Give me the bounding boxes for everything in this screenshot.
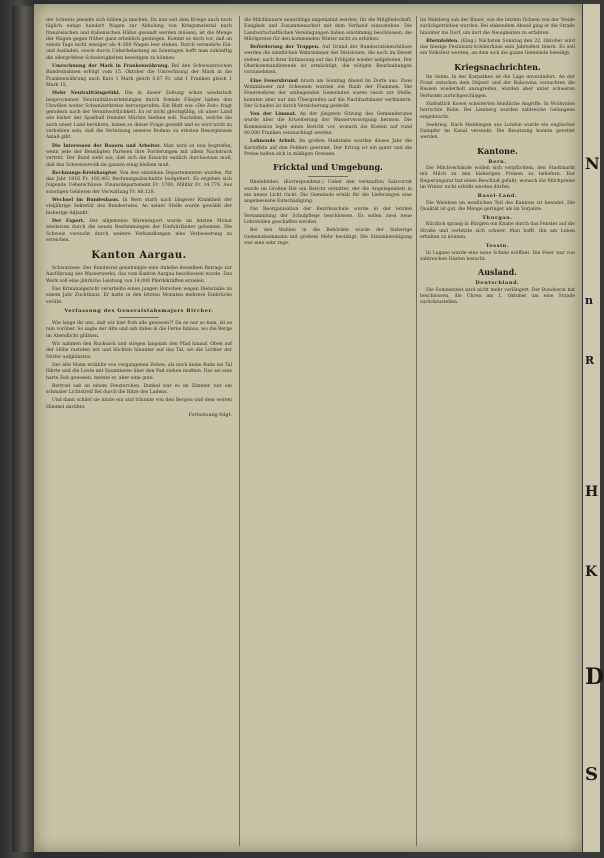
continuation-note: Fortsetzung folgt.: [188, 413, 232, 419]
column-left: [46, 18, 232, 846]
article: [244, 79, 412, 110]
article-text: In Lugano wurde eine neue Schule eröffnet. Die Feier war von zahlreichen Gästen besucht.: [420, 250, 575, 262]
section-heading-kantone: Kantone.: [477, 145, 518, 156]
section-heading-aargau: Kanton Aargau.: [91, 250, 187, 262]
article-text: Die Reorganisation der Bezirksschule wurde in der letzten Versammlung der Schulpflege beschlossen. Es sollen zwei neue Lehrstellen geschaffen werden.: [244, 207, 412, 226]
book-binding: [12, 6, 34, 852]
column-middle: [244, 18, 412, 846]
article-title: Wechsel im Bundeshaus.: [52, 198, 120, 204]
article-title: Rheinfelden.: [426, 38, 459, 44]
facing-page-letter: S: [585, 764, 598, 785]
article: [244, 45, 412, 76]
article: [420, 39, 575, 58]
article-text: Seekrieg. Nach Meldungen aus London wurde ein englischer Dampfer im Kanal versenkt. Die Besatzung konnte gerettet werden.: [420, 122, 575, 141]
article-text: Im Welsberg sah der Bauer, wie die letzten Ochsen von der Weide zurückgetrieben wurden. Bei sinkendem Abend ging er die Straße hinunter ins Dorf, um dort die Neuigkeiten zu erfahren.: [420, 18, 576, 36]
article: [244, 112, 412, 137]
article-text: Man wird es nun begreifen, wenn jede der Beteiligten Parteien ihre Forderungen mit allem Nachdruck vertritt. Der Bund sieht ein, daß sich die Einsicht endlich durchsetzen muß, daß das Schweizervolk im ganzen einig bleiben muß.: [46, 143, 232, 168]
article: [46, 171, 232, 196]
article-title: Rechnungs-Kreishaupter.: [52, 170, 118, 176]
article-text: der Schweiz jenseits sich hüben ja machen. Da nun seit dem Kriege auch noch täglich einige hundert Wagen zur Abholung von Kriegsmaterial nach französischen und italienischen Häfen gesandt werden müssen, ist die Menge der Wagen gegen früher ganz erheblich gestiegen. Kommt es doch vor, daß an einem Tage nicht weniger als 4–500 Wagen leer stehen. Durch vermehrte Ein- und Ausladen, sowie durch Ueberbelastung an Sonntagen hofft man zukünftig die allergrößten Schwierigkeiten beseitigen zu können.: [46, 18, 232, 61]
column-right: [420, 18, 575, 846]
article-text: brach am Sonntag Abend im Dorfe aus. Zwei Wohnhäuser mit Scheunen wurden ein Raub der Flammen. Die Feuerwehren der umliegenden Gemeinden waren rasch zur Stelle, konnten aber nur das Übergreifen auf die Nachbarhäuser verhindern. Der Schaden ist durch Versicherung gedeckt.: [244, 78, 412, 109]
article-title: Umrechnung der Mark in Frankenwährung.: [52, 64, 170, 70]
facing-page-letter: H: [585, 484, 599, 500]
article-title: Die Interessen der Bauern und Arbeiter.: [52, 143, 161, 149]
article: [244, 139, 412, 158]
subsection-title: Deutschland.: [475, 280, 520, 287]
article-text: Die in dieser Zeitung schon wiederholt besprochenen Neutralitätsverletzungen durch fremde Flieger haben den Unwillen weiter Schweizerkreise hervorgerufen. Ein Blatt wie »Die Zeit« fragt geradezu nach der Verantwortlichkeit. Es ist nicht gleichgültig, ob unser Land wie bisher der Spielball fremder Mächte bleiben soll. Nachdem, welche die auch unser Land berühren, haben zu dieser Frage gestellt und es wird nicht zu verhehlen sein, daß die Verletzung unseres Bodens zu ernsten Besorgnissen Anlaß gibt.: [46, 91, 233, 141]
story-text: Der alte Mann erzählte von vergangenen Zeiten, als noch keine Bahn ins Tal führte und die Leute mit Saumtieren über den Paß ziehen mußten. Das sei eine harte Zeit gewesen, meinte er, aber eine gute.: [46, 362, 232, 381]
article-text: In Bern starb nach längerer Krankheit der vieljährige Sekretär des Bundesrates. An seiner Stelle wurde gewählt der bisherige Adjunkt.: [46, 198, 232, 216]
article-title: Verfassung des Generalstabsmajors Bircher.: [64, 307, 214, 314]
article-text: Von den einzelnen Departementen wurden, für das Jahr 1916 Fr. 102,402 Rechnungsabschnitte budgetiert. Es ergeben sich folgende Ueberschüsse: Finanzdepartement Fr. 1700, Militär Fr. 14,779. Aus sonstigen Gebieten der Verwaltung Fr. 86,128.: [46, 170, 232, 195]
column-rule: [416, 16, 417, 846]
story-text: Wie lange ihr uns, daß wir hier froh alle gewesen?! Da es nur so kam, ist es nun vorüber. So sagte der Alte und sah dabei in die Ferne hinaus, wo die Berge im Abendlicht glühten.: [46, 321, 232, 339]
article-text: Die Milchverbände wollen sich verpflichten, den Stadtmarkt mit Milch zu den bisherigen Preisen zu beliefern. Der Regierungsrat hat einen Beschluß gefaßt, wonach die Milchpreise im Winter nicht erhöht werden dürfen.: [420, 166, 575, 190]
article-text: Das Kriminalgericht verurteilte einen jungen Burschen wegen Diebstahls zu einem Jahr Zuchthaus. Er hatte in den letzten Monaten mehrere Einbrüche verübt.: [46, 286, 232, 305]
story-text: Bertrud saß an einem Fensterchen. Dunkel war es im Zimmer, nur ein schmaler Lichtstreif fiel durch die Ritze des Ladens.: [46, 383, 232, 396]
subsection-title: Tessin.: [485, 243, 510, 250]
story-text: Und dann schlief sie müde ein und träumte von den Bergen und dem weiten Himmel darüber.: [46, 398, 232, 410]
article-text: Bei den Schweizerischen Bundesbahnen erfolgt vom 15. Oktober die Umrechnung der Mark in die Frankenwährung nach Kurs 1 Mark gleich 0,87 Fr. und 1 Franken gleich 1 Mark 15.: [46, 64, 232, 88]
article-title: Mehr Neutralitätsgefühl.: [52, 91, 121, 97]
story-text: Wir nahmen den Rucksack und stiegen langsam den Pfad hinauf. Oben auf der Höhe rasteten wir und blickten hinunter auf das Tal, wo die Lichter der Dörfer aufglänzten.: [46, 342, 232, 360]
article: [46, 198, 232, 217]
article-text: Der allgemeine Warenexport wurde im letzten Monat wiederum durch die neuen Bestimmungen der Einfuhrländer gehemmt. Die Schweiz versucht durch weitere Verhandlungen eine Verbesserung zu erreichen.: [46, 218, 233, 243]
article-text: die Milchbauern neuerdings angemahnt werden, für die Mitgliedschaft, Einigkeit und Zusammenarbeit mit dem Verband einzustehen. Die Landwirtschaftlichen Vereinigungen haben einstimmig beschlossen, die Milchpreise für den kommenden Winter nicht zu erhöhen.: [244, 18, 412, 42]
subsection-title: Thurgau.: [482, 215, 513, 222]
article-text: (Eing.) Nächsten Sonntag den 22. Oktober wird das hiesige Pestalozzi-Schülerhaus sein Jahresfest feiern. Es soll ein Volksfest werden, an dem sich die ganze Gemeinde beteiligt.: [420, 38, 575, 57]
article: [46, 219, 232, 244]
facing-page-letter: N: [585, 154, 600, 173]
facing-page-letter: D: [585, 664, 604, 690]
article-text: Im großen Maßstabe wurden dieses Jahr die Kartoffeln auf den Feldern geerntet. Der Ertrag ist ein guter und die Preise halten sich in mäßigen Grenzen.: [244, 139, 412, 157]
section-heading-fricktal: Fricktal und Umgebung.: [273, 162, 383, 173]
section-heading-ausland: Ausland.: [478, 267, 517, 278]
article-text: Auf Grund der Bundesratsbeschlüsse werden die sämtlichen Wehrmänner der Divisionen, die noch im Dienst stehen, nach ihrer Entlassung auf das Frühjahr wieder aufgeboten. Der Oberkommandierende ist ermächtigt, die nötigen Beurlaubungen vorzunehmen.: [244, 45, 412, 76]
article-text: Schwarzsee. Der Bundesrat genehmigte eine Anleihe desselben Betrags zur Ausführung des Wasserwerks, das vom Kanton Aargau beschlossen wurde. Das Werk soll eine jährliche Leistung von 14,000 Pferdekräften erzielen.: [46, 266, 232, 284]
article-text: Im Osten. In der Karpathen ist die Lage unverändert. An der Front zwischen dem Dnjestr und der Bukowina versuchten die Russen wiederholt anzugreifen, wurden aber unter schweren Verlusten zurückgeschlagen.: [420, 74, 575, 99]
column-rule: [239, 16, 240, 846]
article: [46, 64, 232, 89]
facing-page-letter: n: [585, 294, 593, 307]
article-text: Kürzlich sprang in Bürglen ein Knabe durch das Fenster auf die Straße und verletzte sich schwer. Man hofft, ihn am Leben erhalten zu können.: [420, 222, 576, 241]
article-text: An der jüngsten Sitzung des Gemeinderates wurde über die Erweiterung der Wasserversorgung beraten. Die Kommission legte einen Bericht vor, wonach die Kosten auf rund 80,000 Franken veranschlagt werden.: [244, 112, 412, 137]
article-title: Von der Limmat.: [250, 112, 297, 118]
article: [46, 144, 232, 169]
divider: [119, 317, 159, 318]
facing-page-letter: K: [585, 564, 598, 580]
facing-page-edge: [583, 4, 604, 852]
article-title: Der Export.: [52, 218, 85, 224]
article-title: Eine Feuersbrunst: [250, 78, 299, 84]
article-text: Die Sommerzeit wird nicht mehr verlängert. Der Bundesrat hat beschlossen, die Uhren am 1. Oktober um eine Stunde zurückzustellen.: [420, 287, 575, 306]
article-text: Südöstlich Kowel scheiterten feindliche Angriffe. In Wolhynien herrschte Ruhe. Bei Lemberg wurden zahlreiche Gefangene eingebracht.: [420, 101, 575, 120]
article: [46, 91, 232, 141]
section-heading-krieg: Kriegsnachrichten.: [454, 61, 541, 72]
article-title: Beförderung der Truppen.: [250, 45, 320, 51]
article-text: Die Weinlese im westlichen Teil des Kantons ist beendet. Die Qualität ist gut, die Menge geringer als im Vorjahre.: [420, 200, 575, 212]
article-title: Lohnende Arbeit.: [250, 139, 297, 145]
article-text: Rheinfelden. (Korrespondenz.) Ueber den verkauften Salzvorrat wurde im Großen Rat ein Bericht erstattet, der die Angelegenheit in ein neues Licht rückt. Die Gemeinde erhält für die Lieferungen eine angemessene Entschädigung.: [244, 180, 412, 205]
subsection-title: Basel-Land.: [477, 193, 518, 200]
divider: [308, 176, 348, 177]
facing-page-letter: R: [585, 354, 595, 367]
article-text: Bei den Wahlen in die Behörden wurde der bisherige Gemeindeammann mit großem Mehr bestätigt. Die Stimmbeteiligung war eine sehr rege.: [244, 228, 412, 246]
subsection-title: Bern.: [488, 158, 507, 165]
